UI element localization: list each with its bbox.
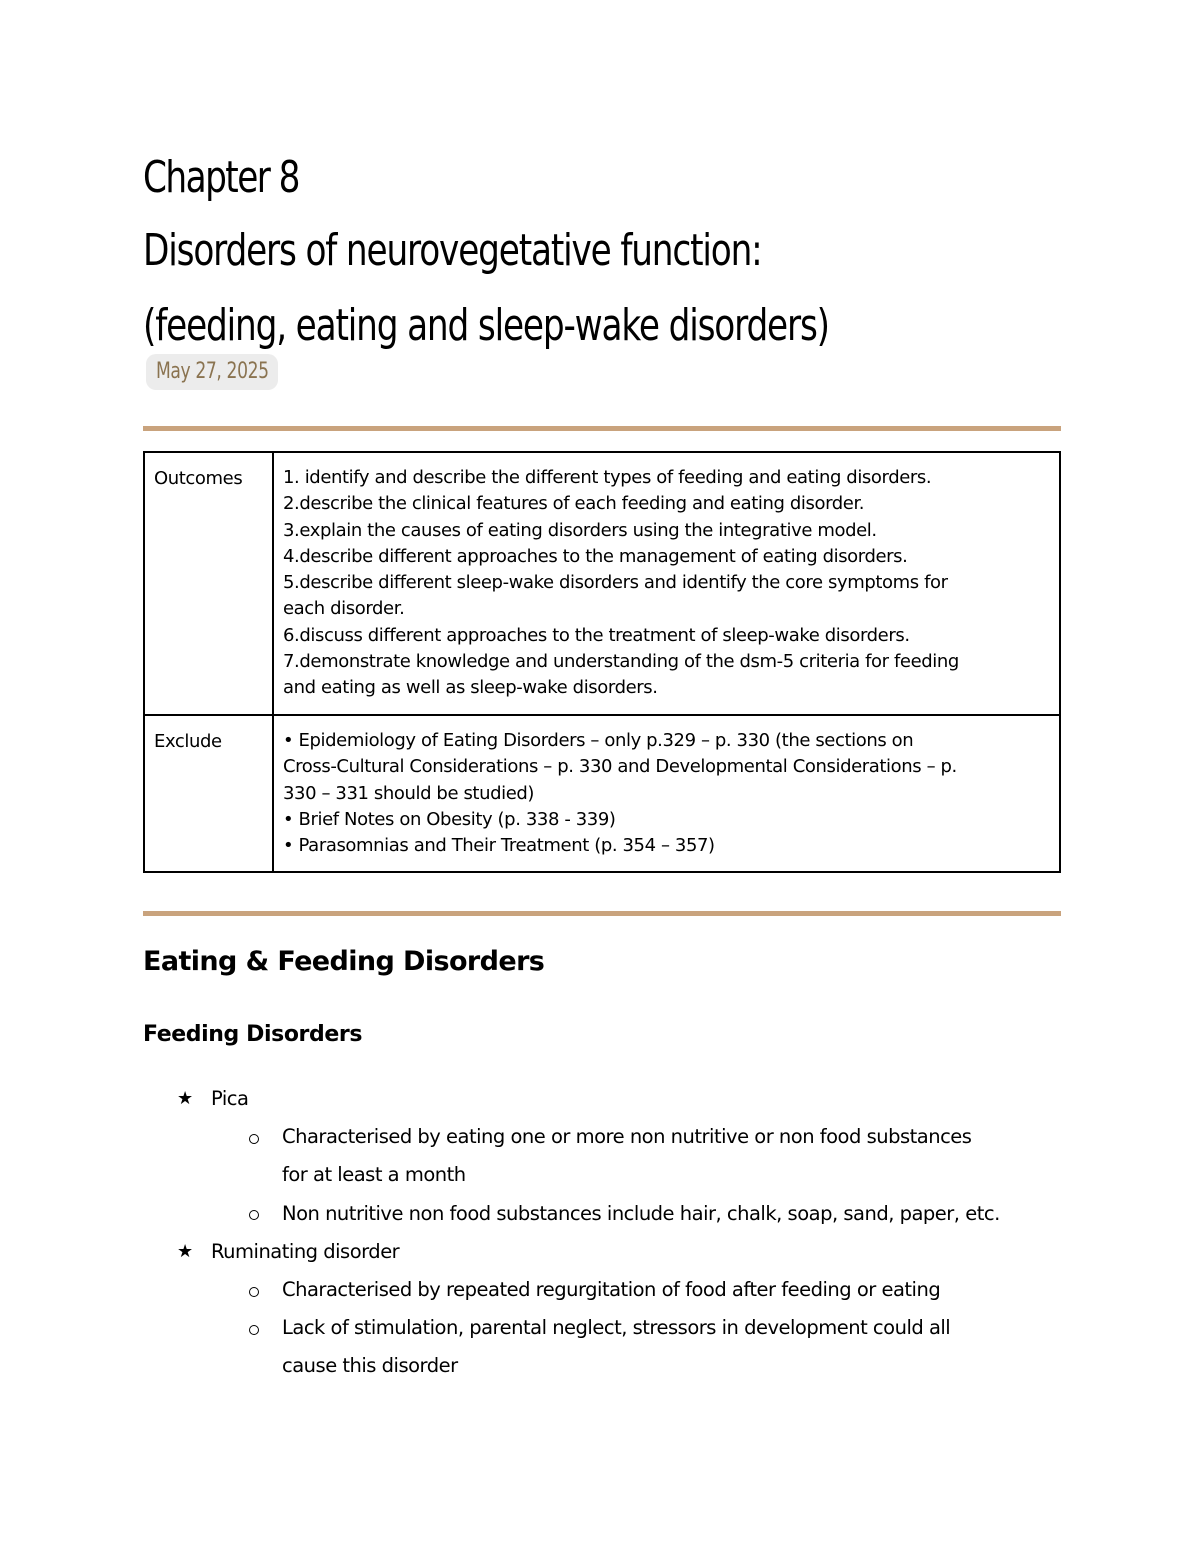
date-text: May 27, 2025 <box>156 359 269 384</box>
document-title-line-1: Disorders of neurovegetative function: <box>143 225 762 276</box>
list-item: Characterised by eating one or more non nutritive or non food substances <box>282 1125 972 1148</box>
exclude-line: • Brief Notes on Obesity (p. 338 - 339) <box>283 808 616 830</box>
list-item-continuation: cause this disorder <box>282 1354 458 1377</box>
outcome-line: 4.describe different approaches to the management of eating disorders. <box>283 545 908 567</box>
outcome-line: 2.describe the clinical features of each feeding and eating disorder. <box>283 493 865 515</box>
outcomes-cell <box>273 452 1060 715</box>
outcome-line: 6.discuss different approaches to the treatment of sleep-wake disorders. <box>283 624 910 646</box>
exclude-cell <box>273 715 1060 872</box>
outcome-line: 7.demonstrate knowledge and understanding of the dsm-5 criteria for feeding <box>283 651 959 673</box>
subsection-heading: Feeding Disorders <box>143 1022 363 1047</box>
section-divider <box>143 911 1061 916</box>
list-item: Pica <box>211 1087 249 1110</box>
table-row <box>144 452 1060 715</box>
circle-bullet-icon <box>249 1287 259 1297</box>
outcome-line: 5.describe different sleep-wake disorders and identify the core symptoms for <box>283 572 948 594</box>
circle-bullet-icon <box>249 1210 259 1220</box>
document-title-line-2: (feeding, eating and sleep-wake disorders) <box>143 300 829 351</box>
outcome-line: each disorder. <box>283 598 405 620</box>
date-chip[interactable] <box>146 354 278 390</box>
outcomes-label: Outcomes <box>144 452 273 715</box>
outcomes-table <box>143 451 1061 873</box>
circle-bullet-icon <box>249 1325 259 1335</box>
circle-bullet-icon <box>249 1134 259 1144</box>
exclude-line: • Parasomnias and Their Treatment (p. 354 – 357) <box>283 835 715 857</box>
list-item: Non nutritive non food substances include hair, chalk, soap, sand, paper, etc. <box>282 1202 1000 1225</box>
chapter-title: Chapter 8 <box>143 152 299 203</box>
section-divider <box>143 426 1061 431</box>
outcome-line: and eating as well as sleep-wake disorders. <box>283 677 658 699</box>
section-heading: Eating & Feeding Disorders <box>143 946 545 977</box>
table-row <box>144 715 1060 872</box>
exclude-line: 330 – 331 should be studied) <box>283 782 535 804</box>
list-item: Ruminating disorder <box>211 1240 400 1263</box>
outcome-line: 3.explain the causes of eating disorders using the integrative model. <box>283 519 877 541</box>
outcome-line: 1. identify and describe the different types of feeding and eating disorders. <box>283 467 932 488</box>
exclude-line: • Epidemiology of Eating Disorders – only p.329 – p. 330 (the sections on <box>283 730 914 751</box>
star-bullet-icon: ★ <box>177 1088 194 1109</box>
exclude-label: Exclude <box>144 715 273 872</box>
list-item: Lack of stimulation, parental neglect, stressors in development could all <box>282 1316 951 1339</box>
exclude-line: Cross-Cultural Considerations – p. 330 and Developmental Considerations – p. <box>283 756 957 778</box>
list-item: Characterised by repeated regurgitation of food after feeding or eating <box>282 1278 941 1301</box>
star-bullet-icon: ★ <box>177 1241 194 1262</box>
list-item-continuation: for at least a month <box>282 1163 466 1186</box>
